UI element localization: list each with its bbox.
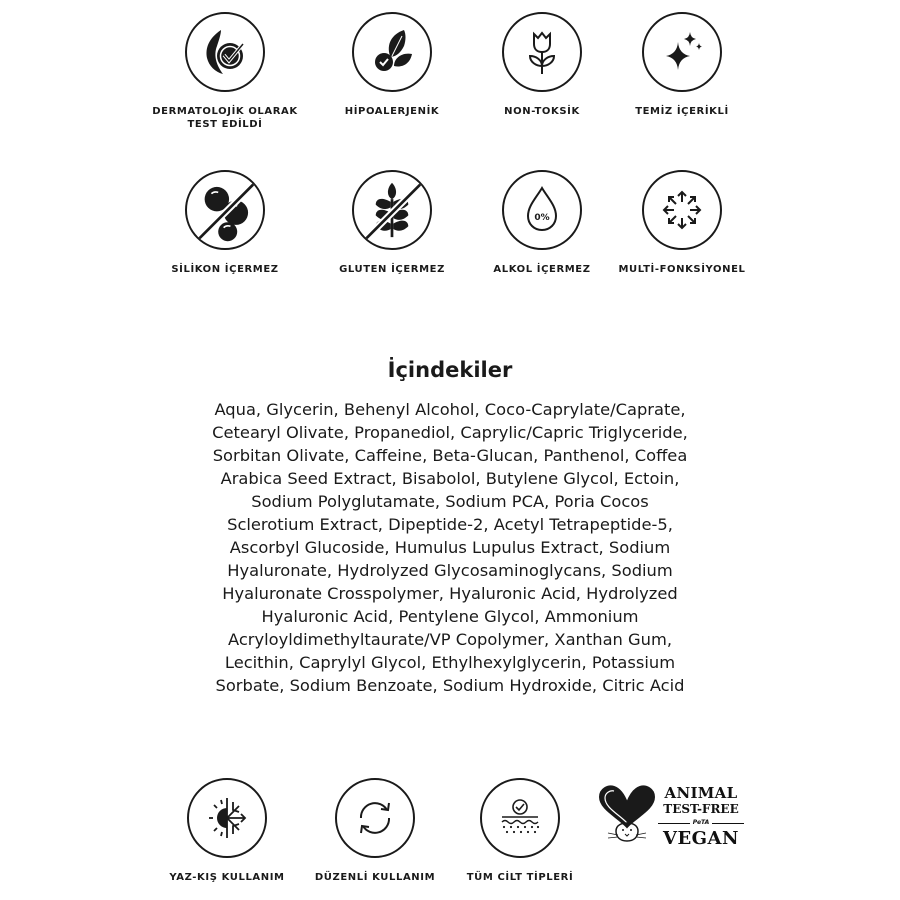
ingredients-line: Lecithin, Caprylyl Glycol, Ethylhexylglycerin, Potassium [224,653,676,672]
feature-alcohol-free [462,170,622,276]
sun-snowflake-icon [199,790,255,846]
ingredients-line: Hyaluronate Crosspolymer, Hyaluronic Acid, Hydrolyzed [222,584,678,603]
drop-zero-percent-text: 0% [534,213,550,223]
peta-test-free-text: TEST-FREE [663,802,739,816]
ingredients-line: Sorbitan Olivate, Caffeine, Beta-Glucan, Panthenol, Coffea [212,446,688,465]
feature-label: HİPOALERJENİK [344,106,440,117]
feature-label: SİLİKON İÇERMEZ [171,264,279,275]
ingredients-line: Sclerotium Extract, Dipeptide-2, Acetyl Tetrapeptide-5, [227,515,673,534]
usage-icon-circle [480,778,560,858]
feature-multi-functional [602,170,762,276]
ingredients-line: Ascorbyl Glucoside, Humulus Lupulus Extract, Sodium [229,538,671,557]
feature-gluten-free [312,170,472,276]
feature-icon-circle [642,12,722,92]
drop-zero-percent-icon [514,182,570,238]
feature-hypoallergenic [312,12,472,118]
skin-layers-check-icon [492,790,548,846]
ingredients-line: Hyaluronic Acid, Pentylene Glycol, Ammonium [261,607,639,626]
ingredients-line: Aqua, Glycerin, Behenyl Alcohol, Coco-Caprylate/Caprate, [214,400,686,419]
feature-label: MULTİ-FONKSİYONEL [618,264,746,275]
usage-summer-winter [147,778,307,884]
feature-icon-circle [502,170,582,250]
ingredients-line: Sorbate, Sodium Benzoate, Sodium Hydroxide, Citric Acid [215,676,685,695]
usage-all-skin-types [440,778,600,884]
ingredients-line: Acryloyldimethyltaurate/VP Copolymer, Xanthan Gum, [227,630,673,649]
ingredients-line: Cetearyl Olivate, Propanediol, Caprylic/Capric Triglyceride, [212,423,688,442]
ingredients-line: Sodium Polyglutamate, Sodium PCA, Poria Cocos [251,492,649,511]
feature-icon-circle [185,12,265,92]
leaves-check-icon [364,24,420,80]
usage-label: DÜZENLİ KULLANIM [314,872,436,883]
peta-text [658,785,744,849]
feature-label: GLUTEN İÇERMEZ [339,264,445,275]
usage-label: TÜM CİLT TİPLERİ [466,872,574,883]
usage-regular [295,778,455,884]
sparkles-icon [654,24,710,80]
multi-arrows-icon [654,182,710,238]
refresh-cycle-icon [347,790,403,846]
feature-label [145,105,305,131]
usage-icon-circle [187,778,267,858]
leaf-check-icon [197,24,253,80]
feature-icon-circle [642,170,722,250]
feature-label: TEMİZ İÇERİKLİ [635,106,729,117]
peta-animal-text: ANIMAL [664,784,738,802]
feature-icon-circle [352,170,432,250]
feature-clean-ingredients [602,12,762,118]
feature-label-line2: TEST EDİLDİ [187,119,263,130]
ingredients-line: Arabica Seed Extract, Bisabolol, Butylene Glycol, Ectoin, [220,469,680,488]
feature-label: ALKOL İÇERMEZ [493,264,591,275]
feature-icon-circle [185,170,265,250]
no-silicone-icon [187,172,263,248]
feature-label: NON-TOKSİK [504,106,580,117]
peta-brand-text: PeTA [692,819,710,826]
ingredients-list [150,398,750,697]
no-gluten-wheat-icon [354,172,430,248]
feature-dermatologically-tested [145,12,305,131]
feature-silicone-free [145,170,305,276]
usage-label: YAZ-KIŞ KULLANIM [169,872,285,883]
feature-label-line1: DERMATOLOJİK OLARAK [152,106,298,117]
feature-non-toxic [462,12,622,118]
peta-animal-test-free-vegan-logo [596,785,746,857]
feature-icon-circle [502,12,582,92]
ingredients-title: İçindekiler [387,358,513,382]
feature-icon-circle [352,12,432,92]
tulip-icon [514,24,570,80]
peta-vegan-text: VEGAN [663,828,739,849]
peta-bunny-heart-icon [596,785,658,857]
usage-icon-circle [335,778,415,858]
ingredients-line: Hyaluronate, Hydrolyzed Glycosaminoglycans, Sodium [227,561,673,580]
